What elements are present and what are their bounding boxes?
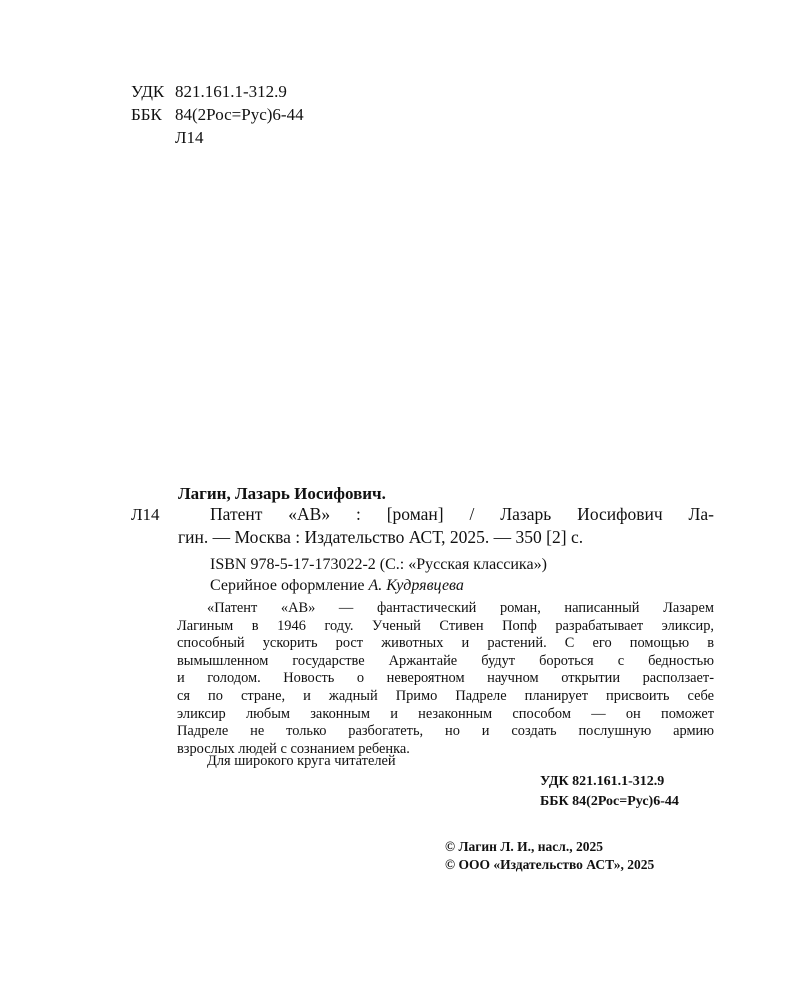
udk-label: УДК xyxy=(131,82,165,101)
annotation-line: способный ускорить рост животных и растений. С его помощью в xyxy=(177,635,714,652)
annotation xyxy=(177,600,714,758)
annotation-line: «Патент «АВ» — фантастический роман, написанный Лазарем xyxy=(207,600,714,616)
classification-block-top xyxy=(131,80,304,149)
author-heading: Лагин, Лазарь Иосифович. xyxy=(178,484,386,503)
copyright-block xyxy=(445,838,654,874)
author-mark: Л14 xyxy=(131,505,160,524)
copyright-line: © ООО «Издательство АСТ», 2025 xyxy=(445,857,655,872)
bbk-bottom: ББК 84(2Рос=Рус)6-44 xyxy=(540,794,679,809)
annotation-line: эликсир любым законным и незаконным способом — он поможет xyxy=(177,705,714,722)
title-line: гин. — Москва : Издательство АСТ, 2025. — 350 [2] с. xyxy=(178,527,584,547)
annotation-line: Падреле не только разбогатеть, но и создать послушную армию xyxy=(177,723,714,740)
annotation-line: и голодом. Новость о невероятном научном открытии расползает- xyxy=(177,670,714,687)
bbk-code: 84(2Рос=Рус)6-44 xyxy=(175,105,304,124)
bbk-row xyxy=(131,103,304,126)
design-name: А. Кудрявцева xyxy=(368,577,464,594)
udk-code: 821.161.1-312.9 xyxy=(175,82,287,101)
udk-bottom: УДК 821.161.1-312.9 xyxy=(540,774,665,789)
title-line: Патент «АВ» : [роман] / Лазарь Иосифович Ла- xyxy=(210,504,714,524)
classification-block-bottom xyxy=(540,772,679,812)
author-mark-row xyxy=(131,126,304,149)
bbk-label: ББК xyxy=(131,105,162,124)
copyright-line: © Лагин Л. И., насл., 2025 xyxy=(445,839,603,854)
design-label: Серийное оформление xyxy=(210,577,365,594)
annotation-line: ся по стране, и жадный Примо Падреле планирует присвоить себе xyxy=(177,687,714,704)
udk-row xyxy=(131,80,304,103)
readership-note: Для широкого круга читателей xyxy=(207,753,396,769)
annotation-line: вымышленном государстве Аржантайе будут бороться с бедностью xyxy=(177,652,714,669)
isbn-line: ISBN 978-5-17-173022-2 (С.: «Русская классика») xyxy=(210,556,547,573)
title-statement xyxy=(178,503,714,549)
annotation-line: взрослых людей с сознанием ребенка. xyxy=(177,740,410,757)
author-mark-top: Л14 xyxy=(175,128,204,147)
annotation-line: Лагиным в 1946 году. Ученый Стивен Попф разрабатывает эликсир, xyxy=(177,617,714,634)
design-line xyxy=(210,575,547,596)
isbn-block xyxy=(210,554,547,596)
